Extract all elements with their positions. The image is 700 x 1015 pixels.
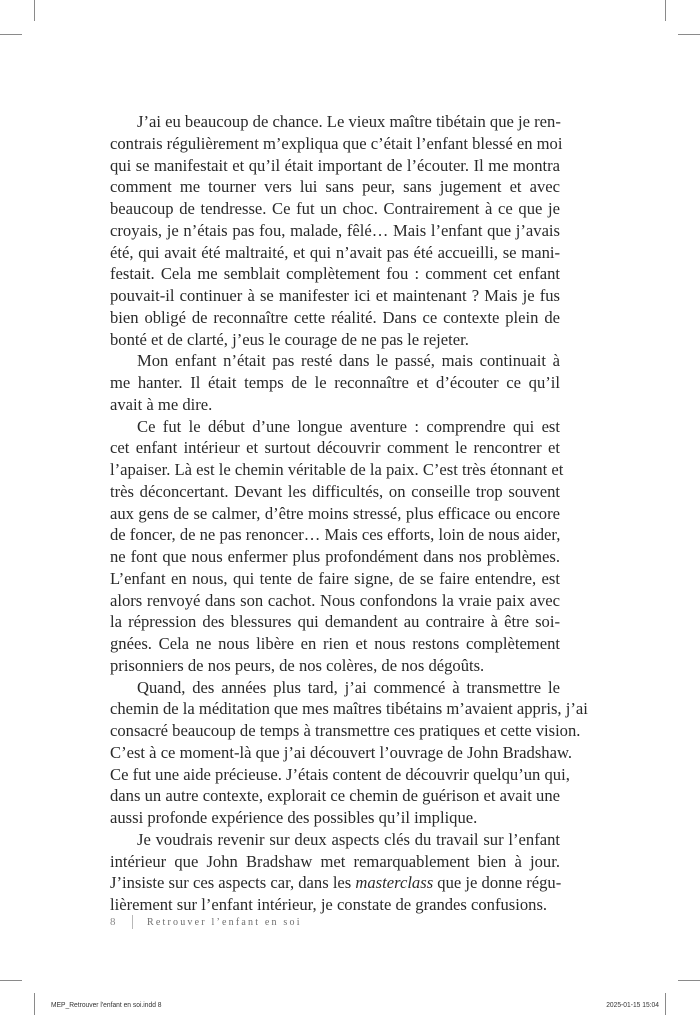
page-number: 8 — [110, 916, 116, 928]
text-line: contrais régulièrement m’expliqua que c’était l’enfant blessé en moi — [110, 133, 563, 153]
paragraph — [110, 829, 560, 916]
text-line: Ce fut une aide précieuse. J’étais content de découvrir quelqu’un qui, — [110, 764, 570, 784]
text-line: comment me tourner vers lui sans peur, sans jugement et avec — [110, 177, 560, 197]
text-line: Je voudrais revenir sur deux aspects clés du travail sur l’enfant — [137, 829, 560, 849]
slug-filename: MEP_Retrouver l'enfant en soi.indd 8 — [51, 1000, 162, 1009]
crop-mark-bottom-right-vertical — [665, 993, 666, 1015]
text-line: avait à me dire. — [110, 394, 213, 414]
text-line: lièrement sur l’enfant intérieur, je constate de grandes confusions. — [110, 895, 548, 914]
crop-mark-bottom-left-vertical — [34, 993, 35, 1015]
text-line: aux gens de se calmer, d’être moins stressé, plus efficace ou encore — [110, 503, 560, 523]
paragraph — [110, 350, 560, 415]
text-line: beaucoup de tendresse. Ce fut un choc. Contrairement à ce que je — [110, 199, 560, 218]
text-line: de foncer, de ne pas renoncer… Mais ces efforts, loin de nous aider, — [110, 525, 561, 545]
paragraph — [110, 677, 588, 829]
crop-mark-top-left-vertical — [34, 0, 35, 21]
crop-mark-top-left-horizontal — [0, 34, 22, 35]
text-line: bonté et de clarté, j’eus le courage de ne pas le rejeter. — [110, 329, 469, 349]
text-line: C’est à ce moment-là que j’ai découvert l’ouvrage de John Bradshaw. — [110, 742, 572, 762]
paragraph — [110, 416, 564, 677]
text-line: pouvait-il continuer à se manifester ici et maintenant ? Mais je fus — [110, 286, 560, 305]
slug-timestamp: 2025-01-15 15:04 — [606, 1000, 659, 1009]
text-line: croyais, je n’étais pas fou, malade, fêlé… Mais l’enfant que j’avais — [110, 220, 560, 240]
text-line: chemin de la méditation que mes maîtres tibétains m’avaient appris, j’ai — [110, 699, 588, 719]
text-line: Ce fut le début d’une longue aventure : comprendre qui est — [137, 416, 560, 436]
text-line: J’insiste sur ces aspects car, dans les masterclass que je donne régu- — [110, 873, 562, 893]
text-line: consacré beaucoup de temps à transmettre ces pratiques et cette vision. — [110, 721, 581, 740]
crop-mark-bottom-right-horizontal — [678, 980, 700, 981]
text-line: la répression des blessures qui demandent au contraire à être soi- — [110, 612, 560, 632]
crop-mark-top-right-vertical — [665, 0, 666, 21]
text-line: me hanter. Il était temps de le reconnaître et d’écouter ce qu’il — [110, 373, 560, 392]
text-line: très déconcertant. Devant les difficultés, on conseille trop souvent — [110, 481, 560, 501]
paragraph — [110, 111, 563, 350]
text-line: prisonniers de nos peurs, de nos colères, de nos dégoûts. — [110, 655, 485, 675]
running-footer — [110, 914, 302, 930]
text-line: J’ai eu beaucoup de chance. Le vieux maître tibétain que je ren- — [137, 112, 561, 131]
text-line: gnées. Cela ne nous libère en rien et nous restons complètement — [110, 634, 560, 653]
text-line: l’apaiser. Là est le chemin véritable de la paix. C’est très étonnant et — [110, 460, 564, 479]
text-line: bien obligé de reconnaître cette réalité. Dans ce contexte plein de — [110, 307, 560, 327]
crop-mark-bottom-left-horizontal — [0, 980, 22, 981]
text-line: été, qui avait été maltraité, et qui n’avait pas été accueilli, se mani- — [110, 242, 560, 262]
text-line: Quand, des années plus tard, j’ai commencé à transmettre le — [137, 677, 560, 697]
text-line: festait. Cela me semblait complètement fou : comment cet enfant — [110, 264, 560, 284]
text-line: qui se manifestait et qu’il était important de l’écouter. Il me montra — [110, 155, 560, 175]
text-line: dans un autre contexte, explorait ce chemin de guérison et avait une — [110, 786, 560, 806]
running-title: Retrouver l’enfant en soi — [147, 916, 302, 928]
text-line: L’enfant en nous, qui tente de faire signe, de se faire entendre, est — [110, 568, 560, 588]
text-line: Mon enfant n’était pas resté dans le passé, mais continuait à — [137, 351, 560, 371]
text-line: intérieur que John Bradshaw met remarquablement bien à jour. — [110, 851, 560, 871]
text-line: aussi profonde expérience des possibles qu’il implique. — [110, 808, 478, 827]
text-line: ne font que nous enfermer plus profondément dans nos problèmes. — [110, 547, 560, 566]
text-line: cet enfant intérieur et surtout découvrir comment le rencontrer et — [110, 438, 560, 458]
footer-divider — [132, 915, 133, 929]
crop-mark-top-right-horizontal — [678, 34, 700, 35]
text-line: alors renvoyé dans son cachot. Nous confondons la vraie paix avec — [110, 590, 560, 610]
body-text — [110, 111, 588, 916]
italic-term: masterclass — [355, 873, 434, 893]
